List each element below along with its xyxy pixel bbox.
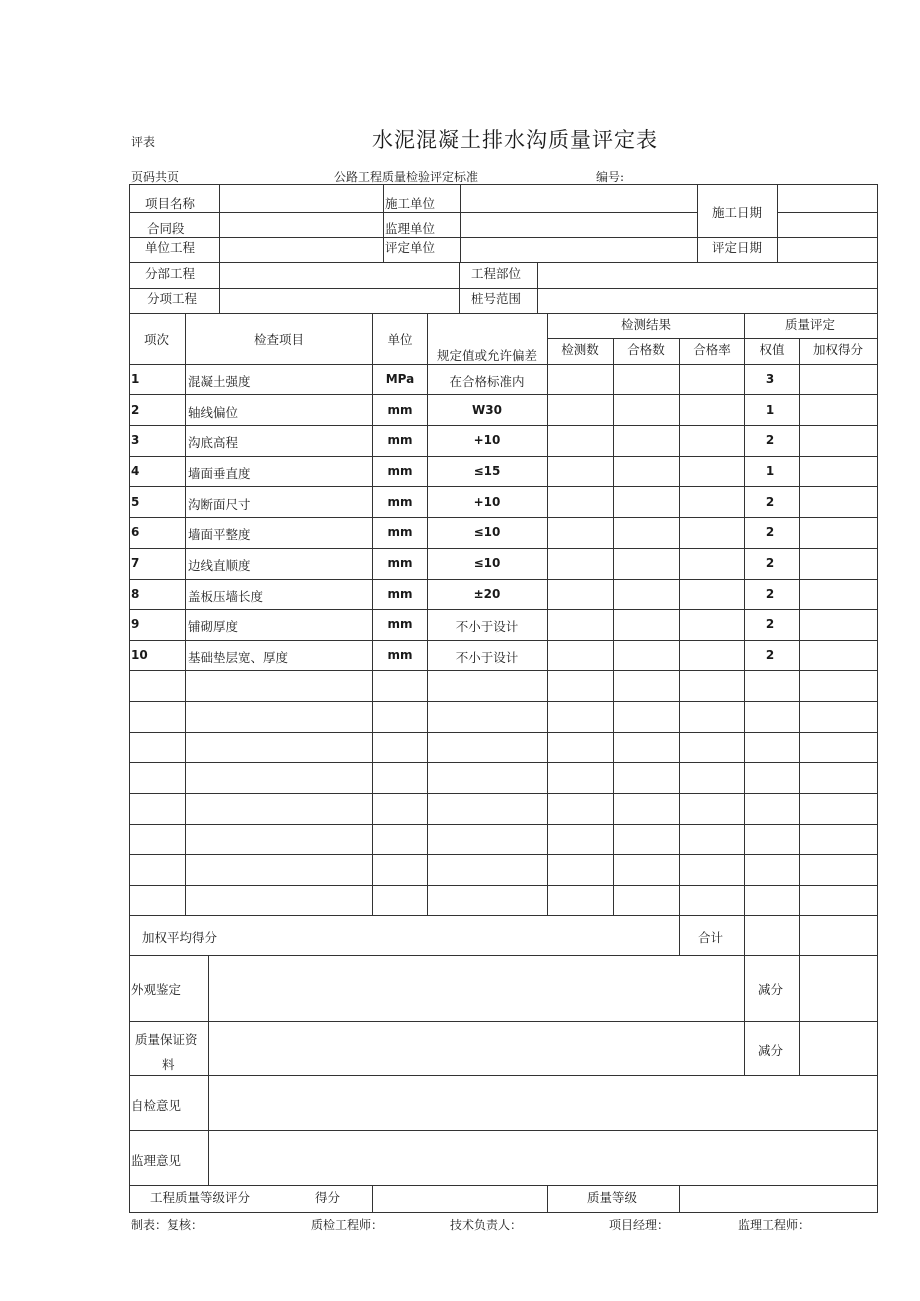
row-unit: mm <box>387 556 413 570</box>
self-check-label: 自检意见 <box>131 1098 182 1113</box>
row-no: 8 <box>131 587 140 601</box>
col-tolerance: 规定值或允许偏差 <box>436 348 538 363</box>
col-results: 检测结果 <box>620 317 672 332</box>
page-title: 水泥混凝土排水沟质量评定表 <box>372 128 658 152</box>
row-no: 6 <box>131 525 140 539</box>
col-quality: 质量评定 <box>784 317 836 332</box>
supervision-unit-label: 监理单位 <box>385 221 436 236</box>
row-no: 7 <box>131 556 140 570</box>
item-project-label: 分项工程 <box>147 291 198 306</box>
construction-date-label: 施工日期 <box>712 205 763 220</box>
row-unit: mm <box>387 495 413 509</box>
row-tolerance: ≤15 <box>473 464 501 478</box>
row-item: 盖板压墙长度 <box>188 589 264 604</box>
row-no: 9 <box>131 617 140 631</box>
row-unit: mm <box>387 587 413 601</box>
row-unit: mm <box>387 403 413 417</box>
row-item: 轴线偏位 <box>188 405 239 420</box>
col-count: 检测数 <box>561 342 599 357</box>
row-unit: mm <box>387 617 413 631</box>
row-tolerance: ≤10 <box>473 525 501 539</box>
sig-tech-lead: 技术负责人： <box>450 1218 523 1232</box>
row-no: 3 <box>131 433 140 447</box>
row-weight: 1 <box>765 403 775 417</box>
row-unit: mm <box>387 464 413 478</box>
row-unit: MPa <box>385 372 415 386</box>
row-tolerance: ±20 <box>473 587 501 601</box>
page-info: 页码共页 <box>131 170 180 184</box>
number-label: 编号: <box>596 170 625 184</box>
grade-label: 质量等级 <box>587 1190 638 1205</box>
row-tolerance: +10 <box>473 433 501 447</box>
row-tolerance: ≤10 <box>473 556 501 570</box>
col-no: 项次 <box>144 332 170 347</box>
row-item: 墙面平整度 <box>188 527 251 542</box>
station-range-label: 桩号范围 <box>471 291 522 306</box>
division-project-label: 分部工程 <box>145 266 196 281</box>
quality-docs-label: 质量保证资 <box>135 1032 198 1047</box>
col-weighted: 加权得分 <box>812 342 864 357</box>
row-unit: mm <box>387 433 413 447</box>
quality-docs-label-2: 料 <box>162 1057 175 1072</box>
deduct-label-2: 减分 <box>758 1043 784 1058</box>
row-item: 铺砌厚度 <box>188 619 239 634</box>
project-part-label: 工程部位 <box>471 266 522 281</box>
unit-project-label: 单位工程 <box>145 240 196 255</box>
project-name-label: 项目名称 <box>145 196 196 211</box>
contract-label: 合同段 <box>147 221 185 236</box>
row-tolerance: W30 <box>472 403 502 417</box>
sig-inspector: 质检工程师： <box>311 1218 384 1232</box>
row-no: 1 <box>131 372 140 386</box>
row-no: 4 <box>131 464 140 478</box>
row-tolerance: 在合格标准内 <box>449 374 525 389</box>
evaluation-date-label: 评定日期 <box>712 240 763 255</box>
row-weight: 2 <box>765 433 775 447</box>
score-label: 得分 <box>315 1190 341 1205</box>
total-label: 合计 <box>698 930 724 945</box>
row-item: 边线直顺度 <box>188 558 251 573</box>
row-weight: 2 <box>765 587 775 601</box>
row-item: 混凝土强度 <box>188 374 251 389</box>
supervision-opinion-label: 监理意见 <box>131 1153 182 1168</box>
row-weight: 2 <box>765 495 775 509</box>
row-no: 5 <box>131 495 140 509</box>
row-weight: 3 <box>765 372 775 386</box>
row-tolerance: +10 <box>473 495 501 509</box>
row-tolerance: 不小于设计 <box>455 650 519 665</box>
appearance-label: 外观鉴定 <box>131 982 182 997</box>
row-weight: 2 <box>765 617 775 631</box>
row-weight: 2 <box>765 556 775 570</box>
row-weight: 2 <box>765 525 775 539</box>
row-item: 墙面垂直度 <box>188 466 251 481</box>
form-code-label: 评表 <box>131 135 156 149</box>
standard-name: 公路工程质量检验评定标准 <box>334 170 479 184</box>
row-unit: mm <box>387 525 413 539</box>
row-tolerance: 不小于设计 <box>455 619 519 634</box>
construction-unit-label: 施工单位 <box>385 196 436 211</box>
row-unit: mm <box>387 648 413 662</box>
row-item: 沟底高程 <box>188 435 239 450</box>
sig-supervisor: 监理工程师： <box>738 1218 811 1232</box>
row-item: 沟断面尺寸 <box>188 497 251 512</box>
col-unit: 单位 <box>387 332 413 347</box>
evaluation-unit-label: 评定单位 <box>385 240 436 255</box>
row-no: 2 <box>131 403 140 417</box>
sig-pm: 项目经理： <box>609 1218 670 1232</box>
col-rate: 合格率 <box>693 342 731 357</box>
row-weight: 2 <box>765 648 775 662</box>
deduct-label-1: 减分 <box>758 982 784 997</box>
col-passed: 合格数 <box>627 342 665 357</box>
row-weight: 1 <box>765 464 775 478</box>
col-weight: 权值 <box>759 342 785 357</box>
col-item: 检查项目 <box>253 332 305 347</box>
sig-maker: 制表：复核： <box>131 1218 204 1232</box>
grade-score-label: 工程质量等级评分 <box>150 1190 251 1205</box>
row-no: 10 <box>131 648 148 662</box>
weighted-avg-label: 加权平均得分 <box>142 930 218 945</box>
row-item: 基础垫层宽、厚度 <box>188 650 289 665</box>
